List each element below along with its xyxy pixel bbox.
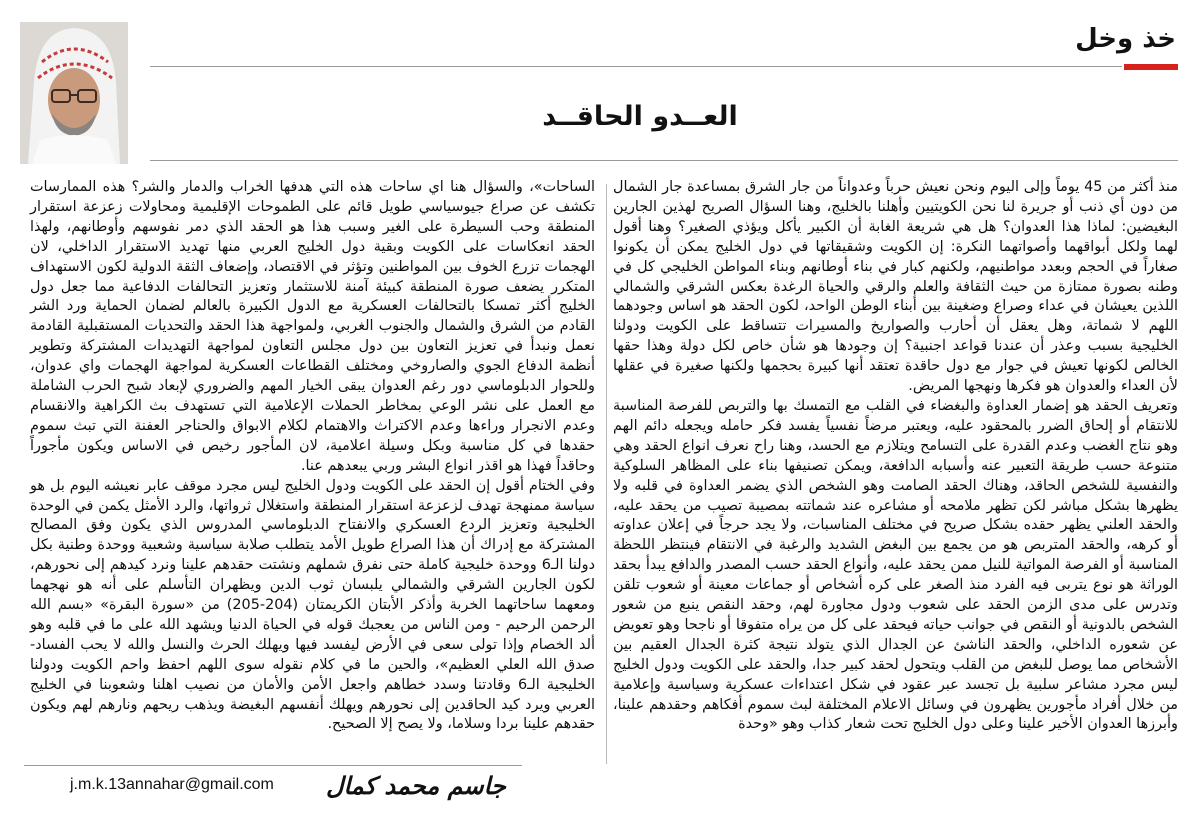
section-title: خذ وخل [1075,24,1176,54]
footer-divider [24,765,522,766]
author-email[interactable]: j.m.k.13annahar@gmail.com [70,776,274,793]
article-paragraph: وتعريف الحقد هو إضمار العداوة والبغضاء في القلب مع التمسك بها والتربص للفرصة المناسبة للانتقام أو إلحاق الضرر بالمحقود عليه، ويعتبر مرضاً نفسياً يفسد فكر حامله ويجعله دائم الهم وهو نتاج الغضب وعدم القدرة على التسامح ويتلازم مع الحسد، وهنا راح نعرف انواع الحقد وهي متنوعة حسب طريقة التعبير عنه وأسبابه الدافعة، ويمكن تصنيفها بناء على المظاهر السلوكية والنفسية للشخص الحاقد، وهناك الحقد الصامت وهو الشخص الذي يضمر العداوة في قلبه ولا يظهرها بشكل مباشر لكن تظهر ملامحه أو مشاعره عند شماتته بمصيبة تصيب من يحقد عليه، والحقد العلني يظهر حقده بشكل صريح في مختلف المناسبات، ولا يجد حرجاً في إعلان عداوته أو كرهه، والحقد المتربص هو من يجمع بين البغض الشديد والرغبة في الانتقام فينتظر اللحظة المناسبة أو الفرصة المواتية للنيل ممن يحقد عليه، وأنواع الحقد حسب المصدر والدافع يبدأ بحقد الوراثة هو نوع يتربى فيه الفرد منذ الصغر على كره أشخاص أو جماعات معينة أو شعوب تلقن وتدرس على مدى الزمن الحقد على شعوب ودول مجاورة لهم، وحقد النقص ينبع من شعور الشخص بالدونية أو النقص في جوانب حياته فيحقد على كل من يراه متفوقا أو ناجحا وهو تعويض عن شعوره الداخلي، والحقد الناشئ عن الجدال الذي يتولد نتيجة كثرة الجدال العقيم بين الأشخاص مما يوصل للبغض من القلب ويتحول لحقد كبير جدا، والحقد على الكويت ودول الخليج ليس مجرد مشاعر سلبية بل تجسد عبر عقود في شكل اعتداءات عسكرية وسياسية وإعلامية من خلال أفراد مأجورين يظهرون في وسائل الاعلام المختلفة لبث سموم أفكاهم وحقدهم علينا، وأبرزها العدوان الأخير علينا وعلى دول الخليج تحت شعار كذاب وهو «وحدة [613,397,1178,733]
article-paragraph: منذ أكثر من 45 يوماً وإلى اليوم ونحن نعيش حرباً وعدواناً من جار الشرق بمساعدة جار الشمال من دون أي ذنب أو جريرة لنا نحن الكويتيين وأهلنا بالخليج، وهنا السؤال الصريح لهذين الجارين البغيضين: لماذا هذا العدوان؟ هل هي شريعة الغابة أن الكبير يأكل ويؤذي الصغير؟ وهنا أقول لهما ولكل أبواقهما وأصواتهما النكرة: إن الكويت وشقيقاتها في دول الخليج يمكن أن يكونوا صغاراً في الحجم وبعدد مواطنيهم، ولكنهم كبار في بناء أوطانهم وبناء المواطن الخليجي كل في وطنه بصورة ممتازة من حيث الثقافة والعلم والرقي والحياة الرغدة بعكس الشرقي والشمالي اللذين يعيشان في عداء وصراع وضغينة بين أبناء الوطن الواحد، لكون الحقد هو اساس وجودهما اللهم لا شماتة، وهل يعقل أن أحارب والصواريخ والمسيرات تتساقط على الكويت ودولنا الخليجية بسبب وعذر أن عندنا قواعد اجنبية؟ إن وجودها هو شأن خاص لكل دولة وهذا حقها الخالص لكونها تعيش في جوار مع دول حاقدة تعتقد أنها كبيرة بحجمها ولكنها صغيرة في عقلها لأن العداء والعدوان هو فكرها ونهجها المريض. [613,179,1178,395]
article-paragraph: وفي الختام أقول إن الحقد على الكويت ودول الخليج ليس مجرد موقف عابر نعيشه اليوم بل هو سياسة ممنهجة تهدف لزعزعة استقرار المنطقة واستغلال ثرواتها، والرد الأمثل يكمن في الوحدة الخليجية وتعزيز الردع العسكري والانفتاح الدبلوماسي المدروس الذي يكون وفق المصالح المشتركة مع إدراك أن هذا الصراع طويل الأمد يتطلب صلابة سياسية وشعبية ووحدة وطنية بكل دولنا الـ6 ووحدة خليجية كاملة حتى نفرق شملهم ونشتت حقدهم علينا ونرد كيدهم إلى نحورهم، لكون الجارين الشرقي والشمالي يلبسان ثوب الدين ويظهران التأسلم على أنه هو نهجهما ومعهما ساحاتهما الخربة وأذكر الأبتان الكريمتان (204-205) من «سورة البقرة» «بسم الله الرحمن الرحيم - ومن الناس من يعجبك قوله في الحياة الدنيا ويشهد الله على ما في قلبه وهو ألد الخصام وإذا تولى سعى في الأرض ليفسد فيها ويهلك الحرث والنسل والله لا يحب الفساد- صدق الله العلي العظيم»، والحين ما في كلام نقوله سوى اللهم احفظ واحم الكويت ودولنا الخليجية الـ6 وقادتنا وسدد خطاهم واجعل الأمن والأمان من نصيب اهلنا وشعوبنا في الخليج العربي ويرد كيد الحاقدين إلى نحورهم ويهلك أنفسهم البغيضة ويذهب ريحهم ونارهم لهم ويكون حقدهم علينا بردا وسلاما، ولا يصح إلا الصحيح. [30,477,595,733]
article-column-left [30,178,595,735]
headline-divider [150,160,1178,161]
article-paragraph: الساحات»، والسؤال هنا اي ساحات هذه التي هدفها الخراب والدمار والشر؟ هذه الممارسات تكشف عن صراع جيوسياسي طويل قائم على الطموحات الإقليمية ومحاولات زعزعة استقرار المنطقة وحب السيطرة على الغير وسبب هذا هو الحقد الذي دمر نفوسهم وأوطانهم، ولهذا الحقد انعكاسات على الكويت وبقية دول الخليج العربي منها تهديد الاستقرار الداخلي، لان الهجمات تزرع الخوف بين المواطنين وتؤثر في الاقتصاد، وإضعاف الثقة الدولية لكون الاستهداف المتكرر يضعف صورة المنطقة كبيئة آمنة للاستثمار وتعزيز التحالفات الدفاعية مما جعل دول الخليج أكثر تمسكا بالتحالفات العسكرية مع الدول الكبيرة بالعالم لضمان الحماية ورد الشر القادم من الشرق والشمال والجنوب الغربي، ولمواجهة هذا الحقد والتحديات المستقبلية القادمة نعمل ونبدأ في تعزيز التعاون بين دول مجلس التعاون لمواجهة التهديدات المشتركة وتطوير أنظمة الدفاع الجوي والصاروخي ومختلف القطاعات العسكرية لمواجهة الهجمات واي عدوان، وللحوار الدبلوماسي دور رغم العدوان يبقى الخيار المهم والضروري لإبعاد شبح الحرب الشاملة مع العمل على نشر الوعي بمخاطر الحملات الإعلامية التي تستهدف بث الكراهية والانقسام وعدم الانجرار وراءها وعدم الاكتراث والاهتمام لكلام الابواق والحناجر العفنة التي تبث سموم حقدها في كل مناسبة وبكل وسيلة اعلامية، لان المأجور رخيص في الاساس ويكون مأجوراً وحاقداً فهذا هو اقذر انواع البشر وربي يبعدهم عنا. [30,179,595,474]
article-column-right [613,178,1178,735]
author-photo [20,22,128,164]
article-headline: العــدو الحاقــد [542,101,738,132]
section-accent-bar [1124,64,1178,70]
column-divider [606,184,607,764]
top-divider [150,66,1122,67]
author-signature: جاسم محمد كمال [326,772,506,800]
